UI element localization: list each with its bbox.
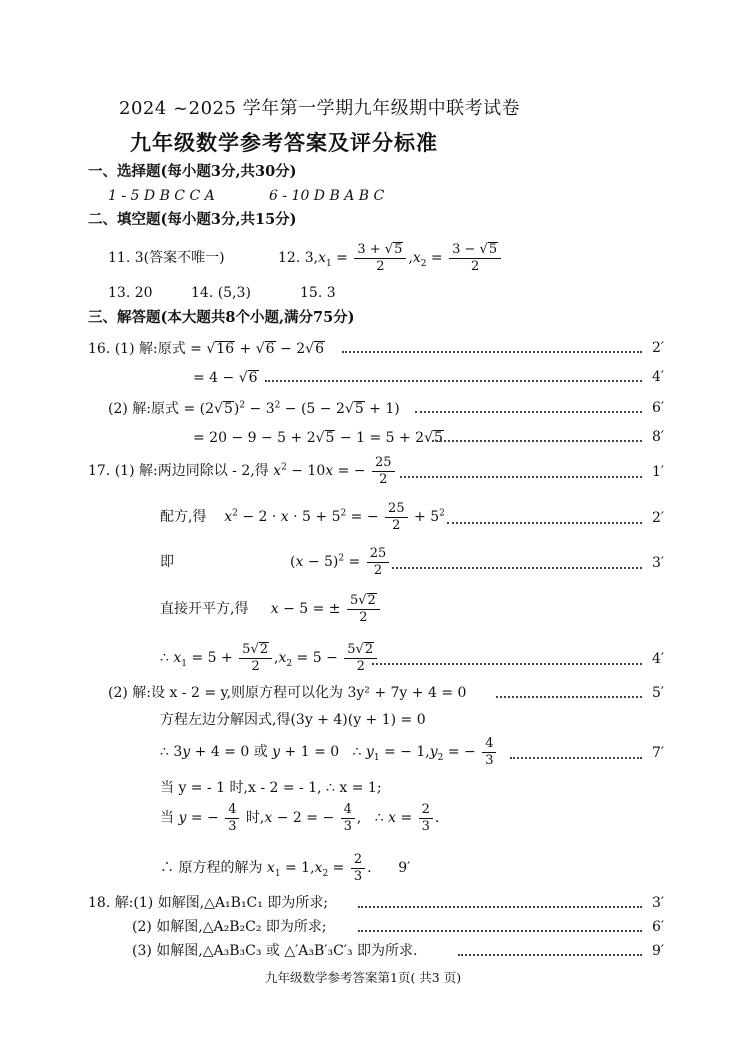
- score-mark: 6′: [652, 400, 665, 416]
- score-mark: 7′: [652, 745, 665, 761]
- q17-case1: 当 y = - 1 时,x - 2 = - 1, ∴ x = 1;: [160, 780, 382, 796]
- page-footer: 九年级数学参考答案第1页( 共3 页): [265, 970, 462, 985]
- leader-dots: [342, 351, 642, 353]
- q18-part1: 18. 解:(1) 如解图,△A₁B₁C₁ 即为所求;: [88, 895, 329, 911]
- q17-roots-y: ∴ 3y + 4 = 0 或 y + 1 = 0 ∴ $y_1$ = − $1,y_2$ = − $\frac{4}{3}$: [160, 733, 498, 771]
- q16-label-text: 16. (1) 解:原式 =: [88, 341, 202, 357]
- q17-part2-set-text: x - 2 = y,则原方程可以化为 3y² + 7y + 4 = 0: [169, 685, 467, 701]
- q16-part2-label-text: (2) 解:原式 =: [108, 401, 196, 417]
- leader-dots: [510, 757, 642, 759]
- q18-part2: (2) 如解图,△A₂B₂C₂ 即为所求;: [132, 919, 327, 935]
- section-heading-choice: 一、选择题(每小题3分,共30分): [88, 163, 297, 180]
- leader-dots: [400, 476, 642, 478]
- score-mark: 2′: [652, 340, 665, 356]
- leader-dots: [358, 930, 642, 932]
- kaifang-text: 直接开平方,得: [160, 601, 249, 617]
- q17-case2: 当 y = − $\frac{4}{3}$ 时,x − 2 = − $\frac{4}{3}$ , ∴ x = $\frac{2}{3}$ .: [160, 801, 440, 834]
- leader-dots: [372, 663, 642, 665]
- score-mark: 8′: [652, 429, 665, 445]
- leader-dots: [496, 696, 642, 698]
- document-subtitle: 九年级数学参考答案及评分标准: [130, 130, 438, 155]
- q17-peifang: 配方,得 $x^2 - 2 \cdot x \cdot 5 + 5^2$ = − $\frac{25}{2}$ + $5^2$: [160, 500, 445, 533]
- q17-part1-solution: ∴ $x_1 = 5$ + $\frac{5√2}{2}$ $,x_2 = 5$ − $\frac{5√2}{2}$: [160, 639, 379, 677]
- q17-sol-text: ∴ 原方程的解为: [160, 860, 263, 876]
- q16-part2-label: (2) 解:原式 = $(2√5)^2 - 3^2 - (5 - 2√5 + 1)$: [108, 400, 400, 417]
- leader-dots: [458, 954, 642, 956]
- fill-answer-15: 15. 3: [300, 285, 336, 301]
- q18-part3: (3) 如解图,△A₃B₃C₃ 或 △′A₃B′₃C′₃ 即为所求.: [132, 943, 418, 959]
- q17-ji: 即 $(x - 5)^2$ = $\frac{25}{2}$: [160, 543, 391, 581]
- fill-answer-11: 11. 3(答案不唯一): [108, 250, 225, 266]
- document-title: 2024 ~2025 学年第一学期九年级期中联考试卷: [119, 98, 521, 119]
- section-heading-solve: 三、解答题(本大题共8个小题,满分75分): [88, 309, 355, 326]
- q17-factor: 方程左边分解因式,得(3y + 4)(y + 1) = 0: [160, 712, 426, 728]
- leader-dots: [358, 906, 642, 908]
- score-mark: 3′: [652, 555, 665, 571]
- leader-dots: [447, 522, 642, 524]
- ji-text: 即: [160, 554, 174, 570]
- q17-part2-label-text: (2) 解:设: [108, 685, 165, 701]
- score-mark: 5′: [652, 685, 665, 701]
- q17-kaifang: 直接开平方,得 x − 5 = ± $\frac{5√2}{2}$: [160, 590, 382, 628]
- choice-answers-1-5: 1 - 5 D B C C A: [108, 188, 215, 204]
- q17-part1-step1: 17. (1) 解:两边同除以 - 2,得 $x^2 - 10x$ = − $\frac{25}{2}$: [88, 452, 397, 490]
- choice-answers-6-10: 6 - 10 D B A B C: [269, 188, 385, 204]
- score-mark: 4′: [652, 369, 665, 385]
- score-mark: 9′: [398, 860, 411, 876]
- leader-dots: [432, 440, 642, 442]
- q17-part2-solution: ∴ 原方程的解为 $x_1 = 1,x_2$ = $\frac{2}{3}$ . 9′: [160, 851, 411, 884]
- score-mark: 1′: [652, 464, 665, 480]
- leader-dots: [415, 411, 642, 413]
- section-heading-fill: 二、填空题(每小题3分,共15分): [88, 211, 297, 228]
- fill-answer-14: 14. (5,3): [191, 285, 251, 301]
- score-mark: 6′: [652, 919, 665, 935]
- q16-part1-result: = 4 − √6: [193, 370, 258, 386]
- score-mark: 9′: [652, 943, 665, 959]
- score-mark: 3′: [652, 895, 665, 911]
- leader-dots: [392, 567, 642, 569]
- q16-part2-result: = 20 − 9 − 5 + 2√5 − 1 = 5 + 2√5: [193, 430, 443, 446]
- peifang-text: 配方,得: [160, 509, 207, 525]
- fill-answer-12: 12. $3,x_1$ = $\frac{3 + √5}{2}$ $,x_2$ = $\frac{3 - √5}{2}$: [278, 239, 503, 277]
- q17-part2-set: [108, 686, 466, 700]
- q17-label-text: 17. (1) 解:两边同除以 - 2,得: [88, 463, 269, 479]
- score-mark: 4′: [652, 651, 665, 667]
- leader-dots: [265, 380, 642, 382]
- fill-answer-13: 13. 20: [108, 285, 153, 301]
- q16-part1-label: 16. (1) 解:原式 = √16 + √6 − 2√6: [88, 341, 324, 357]
- score-mark: 2′: [652, 510, 665, 526]
